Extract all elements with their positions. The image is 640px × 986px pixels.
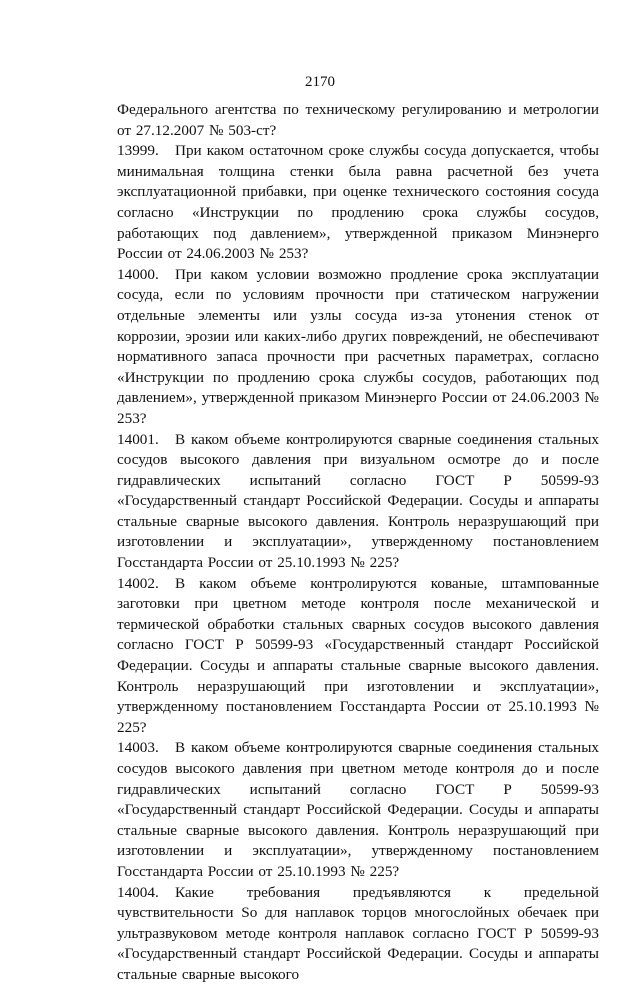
paragraph-text: Федерального агентства по техническому регулированию и метрологии от 27.12.2007 № 503-ст? — [117, 101, 599, 139]
question-14004 — [117, 883, 599, 986]
question-14000 — [117, 265, 599, 430]
question-number: 14004. — [117, 883, 159, 901]
question-number: 13999. — [117, 142, 159, 160]
page-number: 2170 — [305, 74, 335, 90]
question-number: 14001. — [117, 430, 159, 448]
continuation-paragraph — [117, 100, 599, 141]
document-body — [117, 100, 599, 986]
question-text: Какие требования предъявляются к предельной чувствительности So для наплавок торцов многослойных обечаек при ультразвуковом методе контроля наплавок согласно ГОСТ Р 50599-93 «Государственный стандарт Российской Федерации. Сосуды и аппараты стальные сварные высокого — [117, 883, 599, 983]
question-14001 — [117, 430, 599, 574]
question-text: При каком условии возможно продление срока эксплуатации сосуда, если по условиям прочности при статическом нагружении отдельные элементы или узлы сосуда из-за утонения стенок от коррозии, эрозии или каких-либо других повреждений, не обеспечивают нормативного запаса прочности при расчетных параметрах, согласно «Инструкции по продлению срока службы сосудов, работающих под давлением», утвержденной приказом Минэнерго России от 24.06.2003 № 253? — [117, 265, 599, 427]
question-14002 — [117, 574, 599, 739]
question-number: 14000. — [117, 265, 159, 283]
question-number: 14002. — [117, 574, 159, 592]
question-text: В каком объеме контролируются сварные соединения стальных сосудов высокого давления при визуальном осмотре до и после гидравлических испытаний согласно ГОСТ Р 50599-93 «Государственный стандарт Российской Федерации. Сосуды и аппараты стальные сварные высокого давления. Контроль неразрушающий при изготовлении и эксплуатации», утвержденному постановлением Госстандарта России от 25.10.1993 № 225? — [117, 430, 599, 572]
question-text: В каком объеме контролируются сварные соединения стальных сосудов высокого давления при цветном методе контроля до и после гидравлических испытаний согласно ГОСТ Р 50599-93 «Государственный стандарт Российской Федерации. Сосуды и аппараты стальные сварные высокого давления. Контроль неразрушающий при изготовлении и эксплуатации», утвержденному постановлением Госстандарта России от 25.10.1993 № 225? — [117, 739, 599, 880]
question-13999 — [117, 141, 599, 265]
question-number: 14003. — [117, 739, 159, 757]
question-text: При каком остаточном сроке службы сосуда допускается, чтобы минимальная толщина стенки была равна расчетной без учета эксплуатационной прибавки, при оценке технического состояния сосуда согласно «Инструкции по продлению срока службы сосудов, работающих под давлением», утвержденной приказом Минэнерго России от 24.06.2003 № 253? — [117, 142, 599, 263]
question-14003 — [117, 738, 599, 882]
question-text: В каком объеме контролируются кованые, штампованные заготовки при цветном методе контроля после механической и термической обработки стальных сварных сосудов высокого давления согласно ГОСТ Р 50599-93 «Государственный стандарт Российской Федерации. Сосуды и аппараты стальные сварные высокого давления. Контроль неразрушающий при изготовлении и эксплуатации», утвержденному постановлением Госстандарта России от 25.10.1993 № 225? — [117, 574, 599, 736]
